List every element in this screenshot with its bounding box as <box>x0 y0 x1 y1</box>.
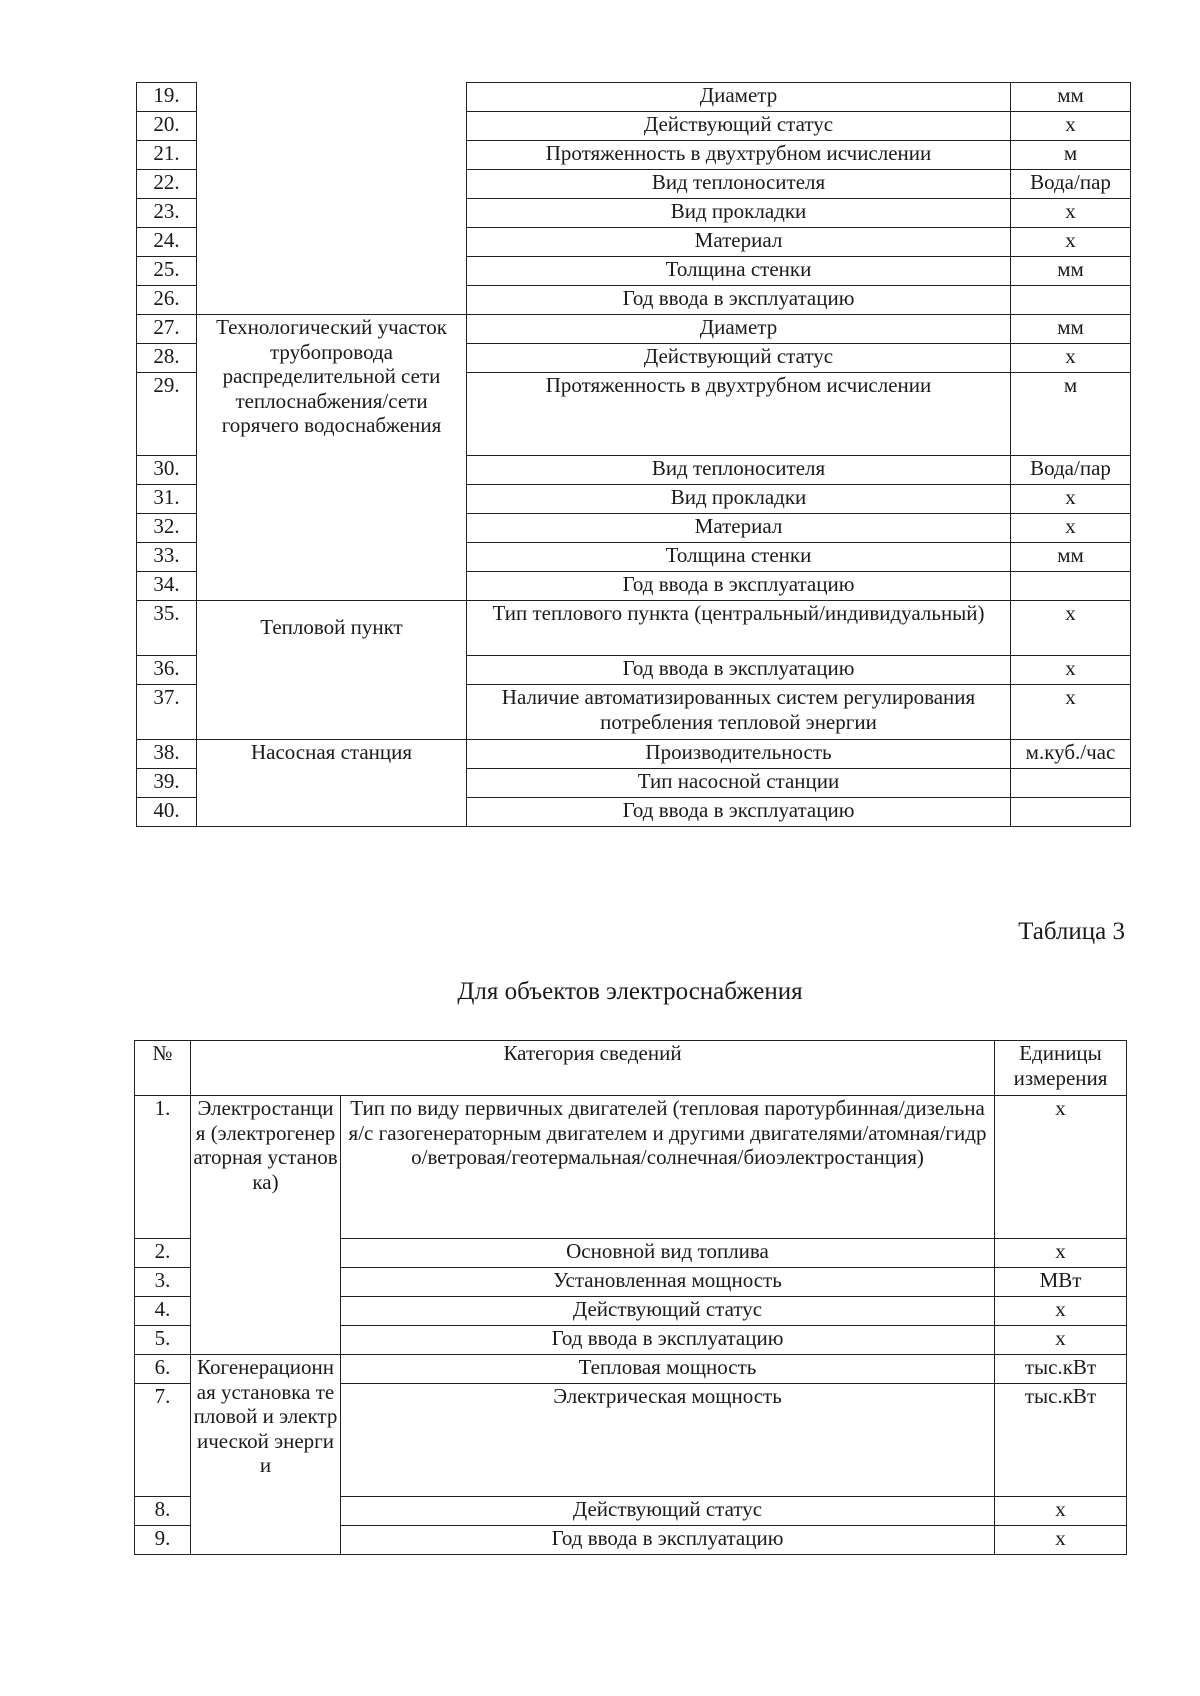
row-number: 22. <box>137 170 197 199</box>
unit-cell: мм <box>1011 315 1131 344</box>
unit-cell: х <box>1011 199 1131 228</box>
group-label-power-plant: Электростанция (электрогенераторная установка) <box>191 1096 341 1355</box>
row-number: 32. <box>137 514 197 543</box>
attribute-cell: Год ввода в эксплуатацию <box>467 572 1011 601</box>
row-number: 34. <box>137 572 197 601</box>
unit-cell: м.куб./час <box>1011 740 1131 769</box>
attribute-cell: Год ввода в эксплуатацию <box>341 1326 995 1355</box>
unit-cell <box>1011 572 1131 601</box>
empty-group-cell <box>197 83 467 315</box>
table-row <box>137 83 1131 112</box>
unit-cell: тыс.кВт <box>995 1355 1127 1384</box>
attribute-cell: Тип насосной станции <box>467 769 1011 798</box>
row-number: 38. <box>137 740 197 769</box>
attribute-cell: Протяженность в двухтрубном исчислении <box>467 141 1011 170</box>
unit-cell: х <box>1011 514 1131 543</box>
header-category: Категория сведений <box>191 1041 995 1096</box>
attribute-cell: Год ввода в эксплуатацию <box>341 1526 995 1555</box>
table-row <box>135 1096 1127 1239</box>
row-number: 29. <box>137 373 197 456</box>
unit-cell: Вода/пар <box>1011 170 1131 199</box>
table-row <box>137 601 1131 656</box>
row-number: 25. <box>137 257 197 286</box>
unit-cell <box>1011 798 1131 827</box>
unit-cell: х <box>995 1239 1127 1268</box>
header-number: № <box>135 1041 191 1096</box>
row-number: 33. <box>137 543 197 572</box>
attribute-cell: Диаметр <box>467 315 1011 344</box>
attribute-cell: Действующий статус <box>341 1497 995 1526</box>
electricity-supply-table <box>134 1040 1127 1555</box>
row-number: 21. <box>137 141 197 170</box>
unit-cell <box>1011 769 1131 798</box>
unit-cell: х <box>1011 656 1131 685</box>
table-header-row <box>135 1041 1127 1096</box>
attribute-cell: Наличие автоматизированных систем регулирования потребления тепловой энергии <box>467 685 1011 740</box>
attribute-cell: Производительность <box>467 740 1011 769</box>
unit-cell: х <box>995 1326 1127 1355</box>
attribute-cell: Год ввода в эксплуатацию <box>467 798 1011 827</box>
attribute-cell: Электрическая мощность <box>341 1384 995 1497</box>
attribute-cell: Тип теплового пункта (центральный/индивидуальный) <box>467 601 1011 656</box>
attribute-cell: Протяженность в двухтрубном исчислении <box>467 373 1011 456</box>
attribute-cell: Тепловая мощность <box>341 1355 995 1384</box>
attribute-cell: Вид прокладки <box>467 485 1011 514</box>
unit-cell: м <box>1011 141 1131 170</box>
attribute-cell: Действующий статус <box>341 1297 995 1326</box>
row-number: 40. <box>137 798 197 827</box>
row-number: 4. <box>135 1297 191 1326</box>
attribute-cell: Год ввода в эксплуатацию <box>467 286 1011 315</box>
row-number: 30. <box>137 456 197 485</box>
unit-cell: х <box>1011 685 1131 740</box>
row-number: 35. <box>137 601 197 656</box>
unit-cell: МВт <box>995 1268 1127 1297</box>
row-number: 31. <box>137 485 197 514</box>
unit-cell: м <box>1011 373 1131 456</box>
group-label-cogeneration: Когенерационная установка тепловой и электрической энергии <box>191 1355 341 1555</box>
attribute-cell: Толщина стенки <box>467 257 1011 286</box>
row-number: 20. <box>137 112 197 141</box>
row-number: 1. <box>135 1096 191 1239</box>
attribute-cell: Толщина стенки <box>467 543 1011 572</box>
attribute-cell: Материал <box>467 228 1011 257</box>
row-number: 27. <box>137 315 197 344</box>
row-number: 5. <box>135 1326 191 1355</box>
unit-cell: х <box>1011 601 1131 656</box>
header-unit: Единицы измерения <box>995 1041 1127 1096</box>
row-number: 6. <box>135 1355 191 1384</box>
section-title: Для объектов электроснабжения <box>457 978 803 1005</box>
row-number: 26. <box>137 286 197 315</box>
unit-cell: х <box>995 1526 1127 1555</box>
table-caption: Таблица 3 <box>1018 918 1125 945</box>
unit-cell: мм <box>1011 543 1131 572</box>
group-label-pipeline: Технологический участок трубопровода распределительной сети теплоснабжения/сети горячего водоснабжения <box>197 315 467 601</box>
group-label-heat-point: Тепловой пункт <box>197 601 467 740</box>
attribute-cell: Вид теплоносителя <box>467 170 1011 199</box>
row-number: 3. <box>135 1268 191 1297</box>
attribute-cell: Материал <box>467 514 1011 543</box>
group-label-pump-station: Насосная станция <box>197 740 467 827</box>
attribute-cell: Вид теплоносителя <box>467 456 1011 485</box>
row-number: 19. <box>137 83 197 112</box>
attribute-cell: Диаметр <box>467 83 1011 112</box>
row-number: 23. <box>137 199 197 228</box>
attribute-cell: Год ввода в эксплуатацию <box>467 656 1011 685</box>
row-number: 8. <box>135 1497 191 1526</box>
attribute-cell: Действующий статус <box>467 112 1011 141</box>
attribute-cell: Действующий статус <box>467 344 1011 373</box>
row-number: 9. <box>135 1526 191 1555</box>
attribute-cell: Тип по виду первичных двигателей (тепловая паротурбинная/дизельная/с газогенераторным двигателем и другими двигателями/атомная/гидро/ветровая/геотермальная/солнечная/биоэлектростанция) <box>341 1096 995 1239</box>
unit-cell: мм <box>1011 257 1131 286</box>
row-number: 36. <box>137 656 197 685</box>
unit-cell: х <box>1011 485 1131 514</box>
row-number: 2. <box>135 1239 191 1268</box>
table-row <box>137 740 1131 769</box>
attribute-cell: Основной вид топлива <box>341 1239 995 1268</box>
row-number: 24. <box>137 228 197 257</box>
unit-cell: тыс.кВт <box>995 1384 1127 1497</box>
unit-cell: х <box>995 1497 1127 1526</box>
table-row <box>137 315 1131 344</box>
row-number: 28. <box>137 344 197 373</box>
heat-supply-table-continued <box>136 82 1131 827</box>
unit-cell: мм <box>1011 83 1131 112</box>
unit-cell: х <box>1011 344 1131 373</box>
unit-cell: х <box>1011 112 1131 141</box>
row-number: 39. <box>137 769 197 798</box>
table-row <box>135 1355 1127 1384</box>
unit-cell: х <box>995 1096 1127 1239</box>
unit-cell: х <box>995 1297 1127 1326</box>
row-number: 37. <box>137 685 197 740</box>
row-number: 7. <box>135 1384 191 1497</box>
unit-cell: х <box>1011 228 1131 257</box>
attribute-cell: Вид прокладки <box>467 199 1011 228</box>
unit-cell <box>1011 286 1131 315</box>
unit-cell: Вода/пар <box>1011 456 1131 485</box>
attribute-cell: Установленная мощность <box>341 1268 995 1297</box>
